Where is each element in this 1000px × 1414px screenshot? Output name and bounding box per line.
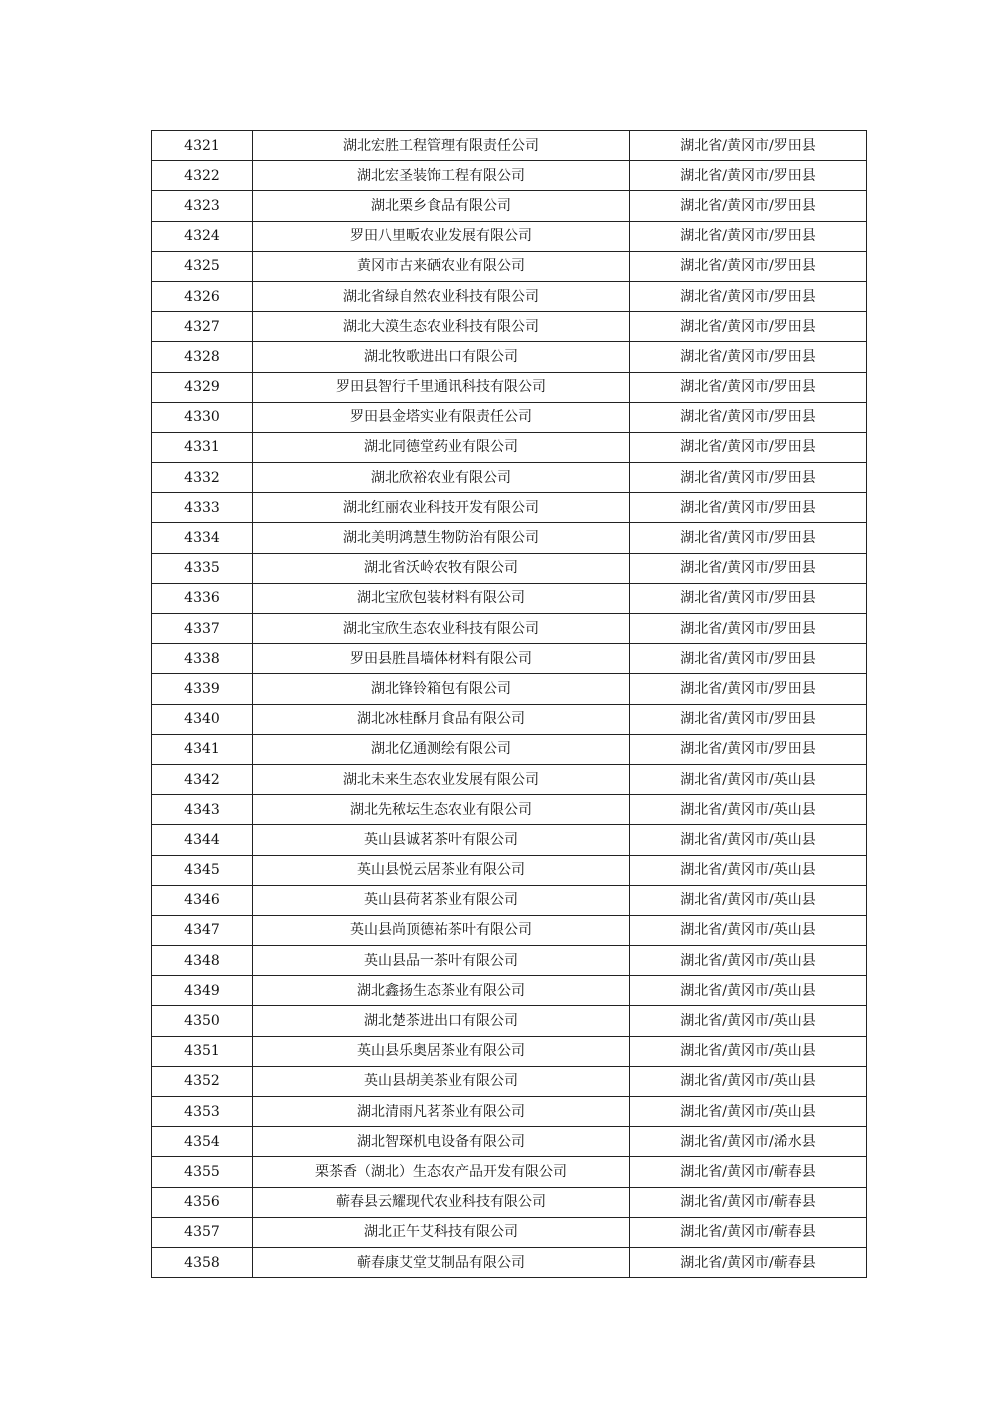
- table-row: [152, 644, 867, 674]
- company-name-cell: 英山县荷茗茶业有限公司: [253, 885, 630, 915]
- company-name-cell: 蕲春县云耀现代农业科技有限公司: [253, 1187, 630, 1217]
- serial-number-cell: 4345: [152, 855, 253, 885]
- region-cell: 湖北省/黄冈市/英山县: [630, 1097, 867, 1127]
- table-row: [152, 1157, 867, 1187]
- table-row: [152, 855, 867, 885]
- region-cell: 湖北省/黄冈市/罗田县: [630, 251, 867, 281]
- table-row: [152, 281, 867, 311]
- table-row: [152, 1217, 867, 1247]
- serial-number-cell: 4335: [152, 553, 253, 583]
- region-cell: 湖北省/黄冈市/罗田县: [630, 734, 867, 764]
- company-name-cell: 湖北亿通测绘有限公司: [253, 734, 630, 764]
- region-cell: 湖北省/黄冈市/罗田县: [630, 161, 867, 191]
- region-cell: 湖北省/黄冈市/罗田县: [630, 342, 867, 372]
- serial-number-cell: 4328: [152, 342, 253, 372]
- region-cell: 湖北省/黄冈市/英山县: [630, 1036, 867, 1066]
- table-row: [152, 1247, 867, 1277]
- serial-number-cell: 4336: [152, 583, 253, 613]
- serial-number-cell: 4354: [152, 1127, 253, 1157]
- table-row: [152, 251, 867, 281]
- serial-number-cell: 4351: [152, 1036, 253, 1066]
- company-name-cell: 湖北先秾坛生态农业有限公司: [253, 795, 630, 825]
- table-row: [152, 1187, 867, 1217]
- serial-number-cell: 4349: [152, 976, 253, 1006]
- table-row: [152, 221, 867, 251]
- region-cell: 湖北省/黄冈市/浠水县: [630, 1127, 867, 1157]
- company-name-cell: 黄冈市古来硒农业有限公司: [253, 251, 630, 281]
- region-cell: 湖北省/黄冈市/英山县: [630, 764, 867, 794]
- company-name-cell: 湖北美明鸿慧生物防治有限公司: [253, 523, 630, 553]
- company-name-cell: 湖北宝欣生态农业科技有限公司: [253, 614, 630, 644]
- region-cell: 湖北省/黄冈市/蕲春县: [630, 1217, 867, 1247]
- serial-number-cell: 4322: [152, 161, 253, 191]
- region-cell: 湖北省/黄冈市/罗田县: [630, 131, 867, 161]
- company-name-cell: 罗田县金塔实业有限责任公司: [253, 402, 630, 432]
- table-row: [152, 553, 867, 583]
- region-cell: 湖北省/黄冈市/罗田县: [630, 432, 867, 462]
- table-row: [152, 1006, 867, 1036]
- company-name-cell: 湖北欣裕农业有限公司: [253, 463, 630, 493]
- table-row: [152, 372, 867, 402]
- company-name-cell: 湖北牧歌进出口有限公司: [253, 342, 630, 372]
- serial-number-cell: 4321: [152, 131, 253, 161]
- table-row: [152, 946, 867, 976]
- table-row: [152, 342, 867, 372]
- serial-number-cell: 4347: [152, 915, 253, 945]
- region-cell: 湖北省/黄冈市/罗田县: [630, 281, 867, 311]
- region-cell: 湖北省/黄冈市/英山县: [630, 885, 867, 915]
- region-cell: 湖北省/黄冈市/英山县: [630, 976, 867, 1006]
- company-name-cell: 英山县诚茗茶叶有限公司: [253, 825, 630, 855]
- company-name-cell: 湖北未来生态农业发展有限公司: [253, 764, 630, 794]
- serial-number-cell: 4339: [152, 674, 253, 704]
- region-cell: 湖北省/黄冈市/罗田县: [630, 312, 867, 342]
- serial-number-cell: 4323: [152, 191, 253, 221]
- region-cell: 湖北省/黄冈市/罗田县: [630, 553, 867, 583]
- company-name-cell: 湖北冰桂酥月食品有限公司: [253, 704, 630, 734]
- company-name-cell: 湖北正午艾科技有限公司: [253, 1217, 630, 1247]
- serial-number-cell: 4352: [152, 1066, 253, 1096]
- company-name-cell: 英山县悦云居茶业有限公司: [253, 855, 630, 885]
- region-cell: 湖北省/黄冈市/罗田县: [630, 583, 867, 613]
- region-cell: 湖北省/黄冈市/罗田县: [630, 402, 867, 432]
- company-name-cell: 湖北宏胜工程管理有限责任公司: [253, 131, 630, 161]
- company-name-cell: 湖北红丽农业科技开发有限公司: [253, 493, 630, 523]
- enterprise-list-table: [151, 130, 867, 1278]
- company-name-cell: 英山县尚顶德祐茶叶有限公司: [253, 915, 630, 945]
- serial-number-cell: 4326: [152, 281, 253, 311]
- table-row: [152, 523, 867, 553]
- table-row: [152, 614, 867, 644]
- serial-number-cell: 4356: [152, 1187, 253, 1217]
- region-cell: 湖北省/黄冈市/蕲春县: [630, 1247, 867, 1277]
- serial-number-cell: 4342: [152, 764, 253, 794]
- company-name-cell: 湖北智琛机电设备有限公司: [253, 1127, 630, 1157]
- serial-number-cell: 4346: [152, 885, 253, 915]
- region-cell: 湖北省/黄冈市/罗田县: [630, 493, 867, 523]
- company-name-cell: 罗田县智行千里通讯科技有限公司: [253, 372, 630, 402]
- company-name-cell: 英山县胡美茶业有限公司: [253, 1066, 630, 1096]
- serial-number-cell: 4334: [152, 523, 253, 553]
- company-name-cell: 湖北省绿自然农业科技有限公司: [253, 281, 630, 311]
- serial-number-cell: 4338: [152, 644, 253, 674]
- table-row: [152, 161, 867, 191]
- company-name-cell: 湖北宝欣包装材料有限公司: [253, 583, 630, 613]
- region-cell: 湖北省/黄冈市/罗田县: [630, 372, 867, 402]
- table-row: [152, 493, 867, 523]
- serial-number-cell: 4353: [152, 1097, 253, 1127]
- serial-number-cell: 4327: [152, 312, 253, 342]
- table-row: [152, 191, 867, 221]
- company-name-cell: 栗茶香（湖北）生态农产品开发有限公司: [253, 1157, 630, 1187]
- table-row: [152, 583, 867, 613]
- table-row: [152, 402, 867, 432]
- region-cell: 湖北省/黄冈市/蕲春县: [630, 1187, 867, 1217]
- company-name-cell: 蕲春康艾堂艾制品有限公司: [253, 1247, 630, 1277]
- serial-number-cell: 4340: [152, 704, 253, 734]
- company-name-cell: 湖北栗乡食品有限公司: [253, 191, 630, 221]
- company-name-cell: 湖北清雨凡茗茶业有限公司: [253, 1097, 630, 1127]
- region-cell: 湖北省/黄冈市/罗田县: [630, 191, 867, 221]
- table-row: [152, 764, 867, 794]
- serial-number-cell: 4333: [152, 493, 253, 523]
- serial-number-cell: 4329: [152, 372, 253, 402]
- company-name-cell: 湖北锋铃箱包有限公司: [253, 674, 630, 704]
- company-name-cell: 英山县品一茶叶有限公司: [253, 946, 630, 976]
- serial-number-cell: 4331: [152, 432, 253, 462]
- table-row: [152, 312, 867, 342]
- company-name-cell: 英山县乐奥居茶业有限公司: [253, 1036, 630, 1066]
- company-name-cell: 湖北大漠生态农业科技有限公司: [253, 312, 630, 342]
- region-cell: 湖北省/黄冈市/英山县: [630, 855, 867, 885]
- table-row: [152, 1127, 867, 1157]
- company-name-cell: 罗田县胜昌墙体材料有限公司: [253, 644, 630, 674]
- company-name-cell: 湖北鑫扬生态茶业有限公司: [253, 976, 630, 1006]
- company-name-cell: 湖北同德堂药业有限公司: [253, 432, 630, 462]
- region-cell: 湖北省/黄冈市/罗田县: [630, 614, 867, 644]
- company-name-cell: 湖北省沃岭农牧有限公司: [253, 553, 630, 583]
- table-row: [152, 432, 867, 462]
- serial-number-cell: 4332: [152, 463, 253, 493]
- table-row: [152, 1066, 867, 1096]
- table-body: [152, 131, 867, 1278]
- table-row: [152, 463, 867, 493]
- serial-number-cell: 4330: [152, 402, 253, 432]
- serial-number-cell: 4355: [152, 1157, 253, 1187]
- table-row: [152, 976, 867, 1006]
- table-row: [152, 131, 867, 161]
- region-cell: 湖北省/黄冈市/罗田县: [630, 221, 867, 251]
- company-name-cell: 罗田八里畈农业发展有限公司: [253, 221, 630, 251]
- region-cell: 湖北省/黄冈市/英山县: [630, 915, 867, 945]
- table-row: [152, 885, 867, 915]
- serial-number-cell: 4337: [152, 614, 253, 644]
- serial-number-cell: 4358: [152, 1247, 253, 1277]
- serial-number-cell: 4357: [152, 1217, 253, 1247]
- table-row: [152, 915, 867, 945]
- table-row: [152, 734, 867, 764]
- region-cell: 湖北省/黄冈市/罗田县: [630, 523, 867, 553]
- table-row: [152, 825, 867, 855]
- serial-number-cell: 4325: [152, 251, 253, 281]
- serial-number-cell: 4344: [152, 825, 253, 855]
- region-cell: 湖北省/黄冈市/英山县: [630, 1006, 867, 1036]
- table-row: [152, 704, 867, 734]
- serial-number-cell: 4341: [152, 734, 253, 764]
- table-row: [152, 674, 867, 704]
- region-cell: 湖北省/黄冈市/罗田县: [630, 704, 867, 734]
- table-row: [152, 795, 867, 825]
- company-name-cell: 湖北楚茶进出口有限公司: [253, 1006, 630, 1036]
- serial-number-cell: 4348: [152, 946, 253, 976]
- region-cell: 湖北省/黄冈市/英山县: [630, 1066, 867, 1096]
- table-row: [152, 1036, 867, 1066]
- region-cell: 湖北省/黄冈市/英山县: [630, 825, 867, 855]
- region-cell: 湖北省/黄冈市/蕲春县: [630, 1157, 867, 1187]
- table-row: [152, 1097, 867, 1127]
- serial-number-cell: 4350: [152, 1006, 253, 1036]
- serial-number-cell: 4324: [152, 221, 253, 251]
- region-cell: 湖北省/黄冈市/罗田县: [630, 674, 867, 704]
- company-name-cell: 湖北宏圣装饰工程有限公司: [253, 161, 630, 191]
- region-cell: 湖北省/黄冈市/英山县: [630, 946, 867, 976]
- serial-number-cell: 4343: [152, 795, 253, 825]
- region-cell: 湖北省/黄冈市/罗田县: [630, 644, 867, 674]
- region-cell: 湖北省/黄冈市/罗田县: [630, 463, 867, 493]
- region-cell: 湖北省/黄冈市/英山县: [630, 795, 867, 825]
